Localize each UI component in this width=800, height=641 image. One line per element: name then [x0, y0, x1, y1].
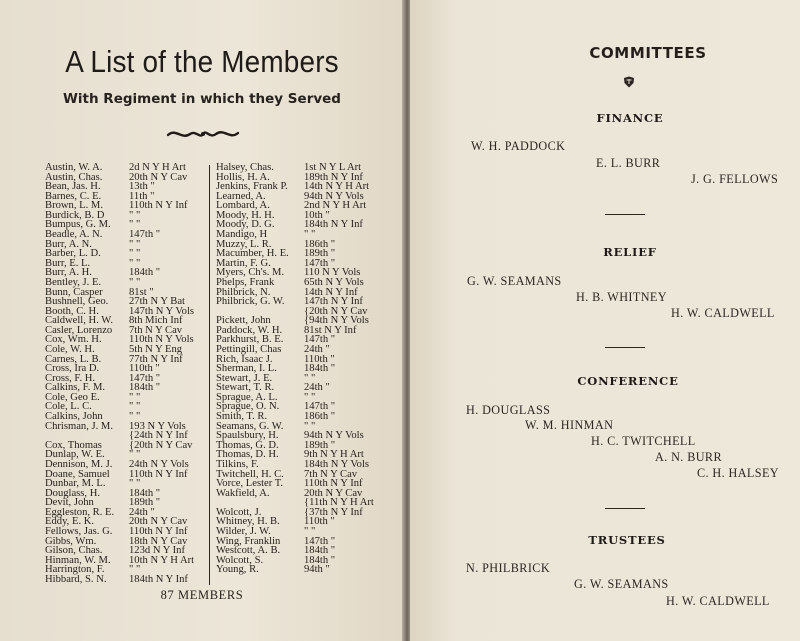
section-divider — [605, 214, 645, 215]
member-regiment: 2d N Y H Art — [129, 162, 186, 173]
member-name: Wakfield, A. — [216, 487, 270, 499]
member-regiment: 110th N Y Inf — [129, 525, 188, 537]
finance-member: W. H. PADDOCK — [471, 139, 566, 153]
members-column-1 — [45, 163, 205, 584]
member-regiment: 186th " — [304, 238, 336, 250]
member-regiment: {11th N Y H Art — [304, 497, 374, 509]
member-regiment: " " — [129, 401, 141, 413]
members-column-2 — [216, 163, 386, 575]
member-regiment: 81st N Y Inf — [304, 324, 357, 336]
member-name: Wolcott, S. — [216, 554, 264, 566]
member-name: Booth, C. H. — [45, 305, 99, 317]
member-name: Casler, Lorenzo — [45, 324, 113, 336]
conference-member: H. C. TWITCHELL — [591, 434, 696, 448]
member-regiment: {37th N Y Inf — [304, 506, 363, 518]
member-name: Philbrick, G. W. — [216, 296, 285, 308]
finance-heading: FINANCE — [596, 111, 664, 125]
member-regiment: 189th " — [304, 248, 336, 260]
member-name: Myers, Ch's. M. — [216, 267, 285, 279]
member-regiment: 123d N Y Inf — [129, 545, 185, 557]
member-regiment: {20th N Y Cav — [304, 305, 368, 317]
member-name: Phelps, Frank — [216, 276, 275, 288]
member-regiment: 20th N Y Cav — [129, 171, 188, 183]
member-name: Dennison, M. J. — [45, 458, 113, 470]
relief-member: G. W. SEAMANS — [467, 274, 562, 288]
member-regiment: 11th " — [129, 190, 155, 202]
member-regiment: 18th N Y Cav — [129, 535, 188, 547]
member-regiment: 1st N Y L Art — [304, 162, 362, 173]
member-regiment: 147th " — [304, 401, 336, 413]
member-name: Tilkins, F. — [216, 458, 259, 470]
trustees-member: H. W. CALDWELL — [666, 594, 770, 608]
member-regiment: " " — [129, 248, 141, 260]
member-regiment: 184th " — [304, 545, 336, 557]
member-name: Brown, L. M. — [45, 200, 103, 212]
member-regiment: 184th " — [304, 363, 336, 375]
conference-member: W. M. HINMAN — [525, 418, 614, 432]
conference-member: H. DOUGLASS — [466, 403, 551, 417]
member-name: Cole, Geo E. — [45, 391, 100, 403]
member-regiment: " " — [304, 229, 316, 241]
member-regiment: 8th Mich Inf — [129, 315, 183, 327]
member-name: Burdick, B. D — [45, 209, 105, 221]
member-name: Cole, W. H. — [45, 343, 95, 355]
member-regiment: 110th N Y Vols — [129, 334, 194, 346]
member-regiment: 14th N Y H Art — [304, 181, 370, 193]
relief-member: H. W. CALDWELL — [671, 306, 775, 320]
member-name: Sherman, I. L. — [216, 363, 277, 375]
member-regiment: 9th N Y H Art — [304, 449, 364, 461]
member-name: Bushnell, Geo. — [45, 296, 109, 308]
member-regiment: 24th " — [304, 343, 330, 355]
member-regiment: " " — [129, 219, 141, 231]
member-regiment: " " — [304, 525, 316, 537]
member-regiment: 20th N Y Cav — [304, 487, 363, 499]
member-regiment: 110th N Y Inf — [304, 478, 363, 490]
member-name: Bentley, J. E. — [45, 276, 102, 288]
member-name: Austin, Chas. — [45, 171, 103, 183]
member-name: Lombard, A. — [216, 200, 270, 212]
member-name: Whitney, H. B. — [216, 516, 280, 528]
member-row — [45, 575, 205, 585]
shield-icon — [623, 76, 635, 88]
member-regiment: 184th N Y Inf — [304, 219, 363, 231]
member-regiment: " " — [304, 420, 316, 432]
member-row — [216, 565, 386, 575]
member-regiment: 14th N Y Inf — [304, 286, 358, 298]
member-regiment: " " — [129, 449, 141, 461]
member-regiment: " " — [129, 209, 141, 221]
page-subtitle: With Regiment in which they Served — [63, 91, 341, 107]
member-name: Cox, Wm. H. — [45, 334, 102, 346]
member-name: Eddy, E. K. — [45, 516, 95, 528]
member-regiment: 110th " — [304, 516, 335, 528]
member-name: Stewart, J. E. — [216, 372, 273, 384]
member-name: Dunbar, M. L. — [45, 478, 106, 490]
member-name: Twitchell, H. C. — [216, 468, 284, 480]
member-name: Paddock, W. H. — [216, 324, 283, 336]
member-regiment: {94th N Y Vols — [304, 315, 369, 327]
member-name: Burr, A. N. — [45, 238, 92, 250]
member-regiment: 110 N Y Vols — [304, 267, 361, 279]
member-name: Wilder, J. W. — [216, 525, 271, 537]
column-divider — [209, 165, 210, 585]
member-regiment: 110th " — [304, 353, 335, 365]
member-regiment: 13th " — [129, 181, 155, 193]
member-name: Parkhurst, B. E. — [216, 334, 284, 346]
finance-member: E. L. BURR — [596, 156, 661, 170]
conference-member: A. N. BURR — [655, 450, 722, 464]
member-regiment: 110th N Y Inf — [129, 468, 188, 480]
member-name: Stewart, T. R. — [216, 382, 275, 394]
member-regiment: 147th " — [304, 257, 336, 269]
member-name: Martin, F. G. — [216, 257, 271, 269]
member-name: Mandigo, H — [216, 229, 268, 241]
member-regiment: 193 N Y Vols — [129, 420, 186, 432]
member-name: Gilson, Chas. — [45, 545, 103, 557]
member-name: Jenkins, Frank P. — [216, 181, 288, 193]
member-name: Thomas, D. H. — [216, 449, 279, 461]
member-name: Carnes, L. B. — [45, 353, 102, 365]
relief-member: H. B. WHITNEY — [576, 290, 667, 304]
member-name: Sprague, O. N. — [216, 401, 280, 413]
member-regiment: 77th N Y Inf — [129, 353, 183, 365]
member-name: Halsey, Chas. — [216, 162, 274, 173]
member-regiment: 24th N Y Vols — [129, 458, 189, 470]
member-name: Douglass, H. — [45, 487, 101, 499]
conference-member: C. H. HALSEY — [697, 466, 779, 480]
member-name: Sprague, A. L. — [216, 391, 278, 403]
member-name: Beadle, A. N. — [45, 229, 103, 241]
page-title: A List of the Members — [65, 44, 339, 79]
member-name: Seamans, G. W. — [216, 420, 284, 432]
member-regiment: 94th N Y Vols — [304, 190, 364, 202]
member-name: Pettingill, Chas — [216, 343, 282, 355]
member-name: Calkins, F. M. — [45, 382, 106, 394]
trustees-member: G. W. SEAMANS — [574, 577, 669, 591]
member-regiment: 147th N Y Inf — [304, 296, 363, 308]
member-name: Hibbard, S. N. — [45, 573, 107, 585]
member-regiment: 81st " — [129, 286, 154, 298]
member-regiment: " " — [304, 372, 316, 384]
member-regiment: " " — [129, 238, 141, 250]
conference-heading: CONFERENCE — [577, 374, 679, 388]
member-name: Macumber, H. E. — [216, 248, 289, 260]
member-regiment: 2nd N Y H Art — [304, 200, 367, 212]
member-regiment: 147th " — [129, 372, 161, 384]
section-divider — [605, 347, 645, 348]
committees-heading: COMMITTEES — [589, 44, 707, 62]
member-regiment: 184th N Y Vols — [304, 458, 370, 470]
member-regiment: 184th N Y Inf — [129, 573, 188, 585]
member-name: Devit, John — [45, 497, 94, 509]
relief-heading: RELIEF — [603, 245, 657, 259]
member-regiment: 24th " — [129, 506, 155, 518]
trustees-member: N. PHILBRICK — [466, 561, 551, 575]
member-name: Barnes, C. E. — [45, 190, 102, 202]
member-name: Westcott, A. B. — [216, 545, 281, 557]
member-regiment: " " — [129, 478, 141, 490]
member-name: Hinman, W. M. — [45, 554, 111, 566]
section-divider — [605, 508, 645, 509]
member-regiment: 189th N Y Inf — [304, 171, 363, 183]
member-name: Moody, H. H. — [216, 209, 275, 221]
scroll-ornament-icon — [166, 126, 240, 142]
member-name: Smith, T. R. — [216, 411, 268, 423]
member-regiment: 189th " — [304, 439, 336, 451]
member-name: Rich, Isaac J. — [216, 353, 273, 365]
member-name: Muzzy, L. R. — [216, 238, 272, 250]
member-regiment: 147th " — [304, 535, 336, 547]
member-name: Cross, F. H. — [45, 372, 96, 384]
member-regiment: 184th " — [304, 554, 336, 566]
member-name: Eggleston, R. E. — [45, 506, 115, 518]
member-regiment: 186th " — [304, 411, 336, 423]
member-name: Wolcott, J. — [216, 506, 262, 518]
member-name: Cole, L. C. — [45, 401, 92, 413]
member-regiment: 110th N Y Inf — [129, 200, 188, 212]
member-name: Burr, E. L. — [45, 257, 91, 269]
member-name: Gibbs, Wm. — [45, 535, 97, 547]
member-name: Harrington, F. — [45, 564, 105, 576]
member-regiment: 147th " — [129, 229, 161, 241]
member-name: Burr, A. H. — [45, 267, 92, 279]
member-name: Young, R. — [216, 564, 259, 576]
member-name: Vorce, Lester T. — [216, 478, 284, 490]
member-regiment: 10th N Y H Art — [129, 554, 195, 566]
member-regiment: 94th N Y Vols — [304, 430, 364, 442]
member-regiment: " " — [129, 411, 141, 423]
member-name: Philbrick, N. — [216, 286, 271, 298]
member-name: Spaulsbury, H. — [216, 430, 279, 442]
member-regiment: 20th N Y Cav — [129, 516, 188, 528]
member-name: Cox, Thomas — [45, 439, 102, 451]
member-regiment: 7th N Y Cav — [304, 468, 358, 480]
member-regiment: 10th " — [304, 209, 330, 221]
member-regiment: 65th N Y Vols — [304, 276, 364, 288]
member-regiment: 7th N Y Cav — [129, 324, 183, 336]
member-regiment: 5th N Y Eng — [129, 343, 183, 355]
member-regiment: " " — [129, 391, 141, 403]
member-name: Fellows, Jas. G. — [45, 525, 113, 537]
member-regiment: {24th N Y Inf — [129, 430, 188, 442]
member-regiment: 94th " — [304, 564, 330, 576]
member-name: Cross, Ira D. — [45, 363, 100, 375]
member-regiment: 27th N Y Bat — [129, 296, 186, 308]
member-name: Bean, Jas. H. — [45, 181, 101, 193]
member-regiment: 24th " — [304, 382, 330, 394]
member-name: Learned, A. — [216, 190, 266, 202]
member-name: Caldwell, H. W. — [45, 315, 113, 327]
member-regiment: 110th " — [129, 363, 160, 375]
member-name: Thomas, G. D. — [216, 439, 279, 451]
member-name: Moody, D. G. — [216, 219, 275, 231]
member-count: 87 MEMBERS — [160, 588, 244, 602]
member-regiment: " " — [304, 391, 316, 403]
finance-member: J. G. FELLOWS — [691, 172, 779, 186]
member-name: Dunlap, W. E. — [45, 449, 105, 461]
member-regiment: " " — [129, 276, 141, 288]
member-regiment: 184th " — [129, 382, 161, 394]
member-regiment: " " — [129, 257, 141, 269]
member-name: Barber, L. D. — [45, 248, 101, 260]
member-name: Pickett, John — [216, 315, 271, 327]
member-name: Hollis, H. A. — [216, 171, 270, 183]
member-regiment: 147th " — [304, 334, 336, 346]
member-regiment: 184th " — [129, 487, 161, 499]
trustees-heading: TRUSTEES — [588, 533, 666, 547]
member-regiment: {20th N Y Cav — [129, 439, 193, 451]
member-regiment: 189th " — [129, 497, 161, 509]
member-name: Doane, Samuel — [45, 468, 110, 480]
member-name: Bumpus, G. M. — [45, 219, 111, 231]
member-regiment: 184th " — [129, 267, 161, 279]
member-regiment: " " — [129, 564, 141, 576]
member-regiment: 147th N Y Vols — [129, 305, 195, 317]
member-name: Bunn, Casper — [45, 286, 103, 298]
member-name: Austin, W. A. — [45, 162, 103, 173]
member-name: Chrisman, J. M. — [45, 420, 113, 432]
member-name: Wing, Franklin — [216, 535, 281, 547]
member-name: Calkins, John — [45, 411, 103, 423]
